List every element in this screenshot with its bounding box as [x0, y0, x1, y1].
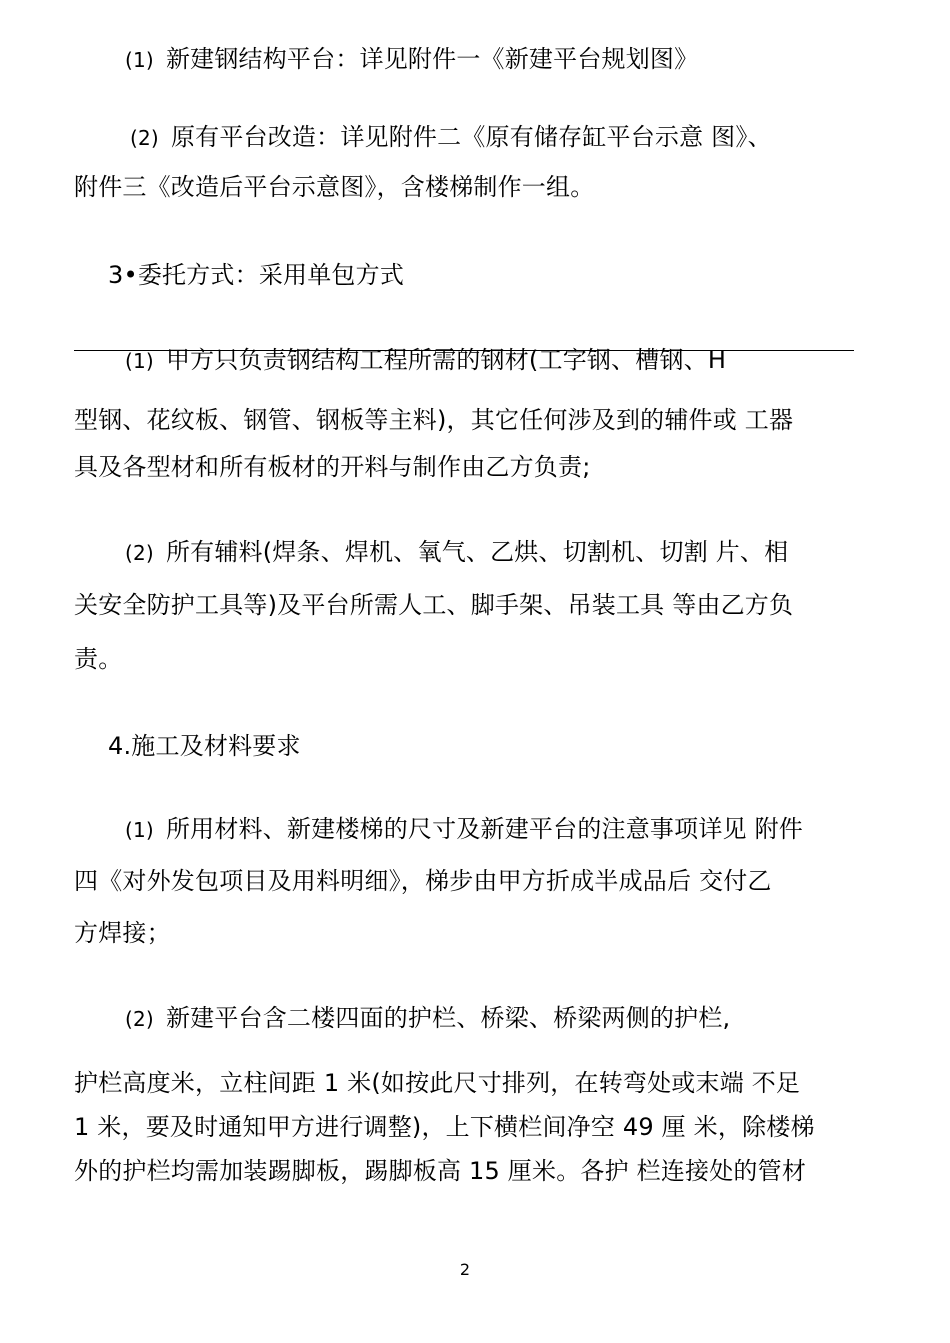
item-number: (1) [125, 349, 154, 373]
line-text: 四《对外发包项目及用料明细》，梯步由甲方折成半成品后 交付乙 [74, 867, 772, 895]
paragraph-line [74, 590, 860, 620]
item-number: (2) [130, 126, 159, 150]
item-2-auxiliary-materials [125, 537, 860, 568]
line-text: 方焊接； [74, 919, 171, 947]
item-2-guardrails [125, 1003, 860, 1034]
paragraph-line [74, 866, 860, 896]
paragraph-line [74, 172, 860, 202]
line-text: 所有辅料(焊条、焊机、氧气、乙烘、切割机、切割 片、相 [165, 538, 789, 566]
item-1-materials-details [125, 814, 860, 845]
paragraph-line [74, 1112, 860, 1142]
item-number: (2) [125, 541, 154, 565]
item-2-platform-renovation [130, 122, 860, 153]
line-text: 1 米，要及时通知甲方进行调整)，上下横栏间净空 49 厘 米，除楼梯 [74, 1113, 815, 1141]
line-text: 护栏高度米，立柱间距 1 米(如按此尺寸排列，在转弯处或末端 不足 [74, 1069, 801, 1097]
line-text: 型钢、花纹板、钢管、钢板等主料)，其它任何涉及到的辅件或 工器 [74, 406, 794, 434]
line-text: 所用材料、新建楼梯的尺寸及新建平台的注意事项详见 附件 [165, 815, 803, 843]
line-text: 4.施工及材料要求 [108, 732, 301, 760]
line-text: 3•委托方式：采用单包方式 [108, 261, 405, 289]
line-text: 新建钢结构平台：详见附件一《新建平台规划图》 [165, 45, 699, 73]
line-text: 具及各型材和所有板材的开料与制作由乙方负责; [74, 453, 591, 481]
line-text: 责。 [74, 645, 123, 673]
line-text: 原有平台改造：详见附件二《原有储存缸平台示意 图》、 [170, 123, 772, 151]
section-heading-3 [108, 260, 860, 290]
paragraph-line [74, 644, 860, 674]
item-1-new-platform [125, 44, 860, 75]
item-number: (1) [125, 818, 154, 842]
paragraph-line [74, 1068, 860, 1098]
paragraph-line [74, 918, 860, 948]
page-number: 2 [459, 1260, 471, 1279]
paragraph-line [74, 452, 860, 482]
item-number: (2) [125, 1007, 154, 1031]
line-text: 附件三《改造后平台示意图》，含楼梯制作一组。 [74, 173, 595, 201]
line-text: 关安全防护工具等)及平台所需人工、脚手架、吊装工具 等由乙方负 [74, 591, 794, 619]
section-heading-4 [108, 731, 860, 761]
item-1-steel-supply [125, 345, 860, 376]
line-text: 甲方只负责钢结构工程所需的钢材(工字钢、槽钢、H [165, 346, 727, 374]
line-text: 外的护栏均需加装踢脚板，踢脚板高 15 厘米。各护 栏连接处的管材 [74, 1157, 807, 1185]
line-text: 新建平台含二楼四面的护栏、桥梁、桥梁两侧的护栏, [165, 1004, 731, 1032]
paragraph-line [74, 1156, 860, 1186]
item-number: (1) [125, 48, 154, 72]
paragraph-line [74, 405, 860, 435]
